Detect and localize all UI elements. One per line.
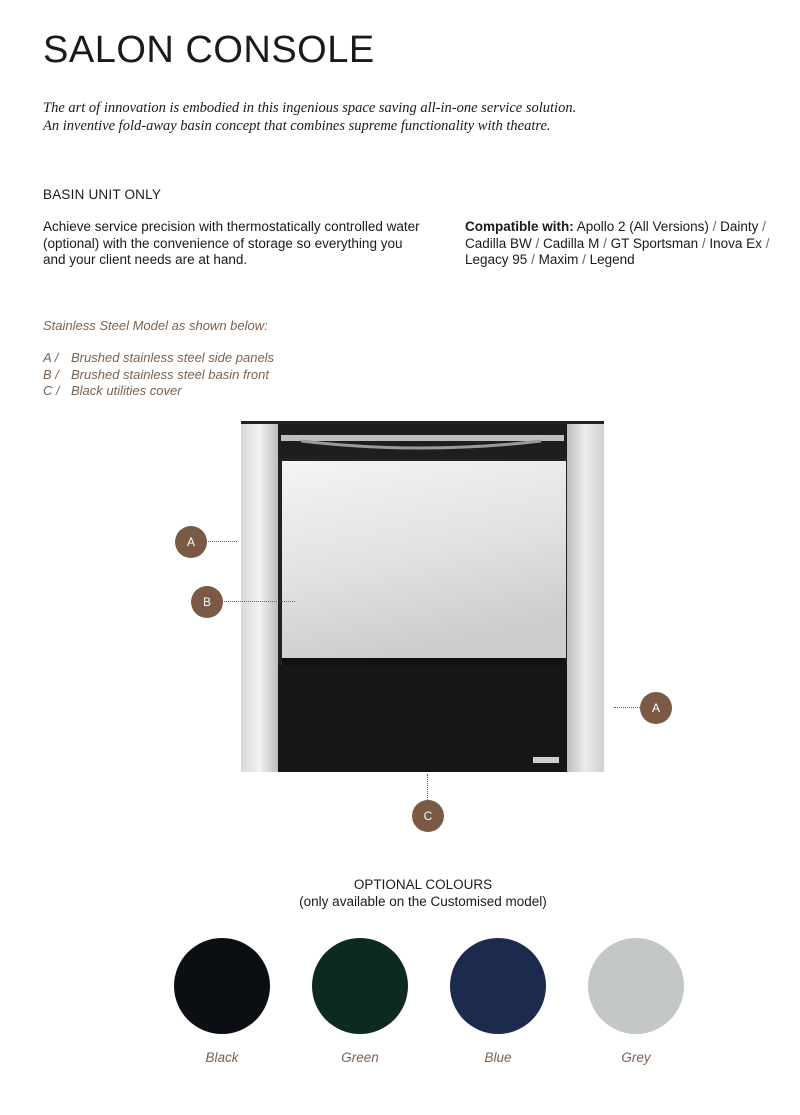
part-letter: A / — [43, 350, 59, 365]
swatch-label-green: Green — [341, 1050, 379, 1065]
part-item — [43, 383, 274, 400]
brand-plate — [533, 757, 559, 763]
model-separator: / — [599, 235, 611, 251]
swatch-label-blue: Blue — [484, 1050, 512, 1065]
swatch-green — [312, 938, 408, 1034]
model-separator: / — [698, 235, 710, 251]
part-letter: C / — [43, 383, 60, 398]
basin-front — [282, 461, 566, 658]
handle — [281, 435, 564, 441]
compatible-model: Cadilla M — [543, 235, 600, 251]
intro-line-2: An inventive fold-away basin concept that combines supreme functionality with theatre. — [43, 118, 551, 134]
swatch-label-grey: Grey — [621, 1050, 651, 1065]
model-separator: / — [761, 235, 770, 251]
optional-colours-heading — [0, 877, 800, 910]
page-title: SALON CONSOLE — [43, 29, 375, 71]
compatible-model: Dainty — [720, 219, 759, 234]
model-separator: / — [578, 252, 590, 267]
compatible-model: Legacy 95 — [465, 252, 528, 267]
marker-a-right: A — [640, 692, 672, 724]
intro-line-1: The art of innovation is embodied in this ingenious space saving all-in-one service solution. — [43, 100, 577, 116]
part-item — [43, 367, 274, 384]
intro-text — [43, 99, 683, 135]
compatible-model: GT Sportsman — [610, 235, 699, 251]
marker-a-right-line — [614, 707, 642, 708]
marker-b: B — [191, 586, 223, 618]
swatch-grey — [588, 938, 684, 1034]
model-separator: / — [708, 219, 721, 234]
optional-colours-title: OPTIONAL COLOURS — [353, 877, 493, 892]
section-heading: BASIN UNIT ONLY — [43, 187, 162, 202]
swatch-blue — [450, 938, 546, 1034]
part-text: Brushed stainless steel basin front — [71, 366, 269, 382]
model-separator: / — [527, 252, 539, 267]
salon-console-image — [241, 421, 604, 772]
marker-b-line — [222, 601, 295, 602]
compatibility — [465, 219, 785, 269]
utilities-cover — [278, 665, 567, 772]
model-separator: / — [758, 219, 766, 234]
part-letter: B / — [43, 366, 59, 382]
model-note: Stainless Steel Model as shown below: — [43, 318, 268, 333]
marker-a-left: A — [175, 526, 207, 558]
compatible-model: Inova Ex — [709, 235, 762, 251]
compatibility-label: Compatible with: — [465, 219, 574, 234]
model-separator: / — [531, 235, 544, 251]
description: Achieve service precision with thermostatically controlled water (optional) with the convenience of storage so everything you and your client needs are at hand. — [43, 219, 420, 267]
parts-list — [43, 350, 274, 400]
side-panel-left — [241, 424, 278, 772]
marker-a-line — [206, 541, 237, 542]
optional-colours-subtitle: (only available on the Customised model) — [299, 893, 547, 909]
swatch-black — [174, 938, 270, 1034]
swatch-label-black: Black — [205, 1050, 239, 1065]
marker-c: C — [412, 800, 444, 832]
compatible-model: Legend — [589, 252, 635, 267]
compatible-model: Maxim — [538, 252, 579, 267]
part-text: Brushed stainless steel side panels — [71, 350, 275, 365]
basin-front-edge — [282, 658, 566, 665]
compatible-model: Cadilla BW — [465, 235, 532, 251]
compatible-model: Apollo 2 (All Versions) — [576, 219, 709, 234]
part-item — [43, 350, 274, 367]
part-text: Black utilities cover — [71, 383, 182, 398]
side-panel-right — [567, 424, 604, 772]
marker-c-line — [427, 774, 428, 802]
